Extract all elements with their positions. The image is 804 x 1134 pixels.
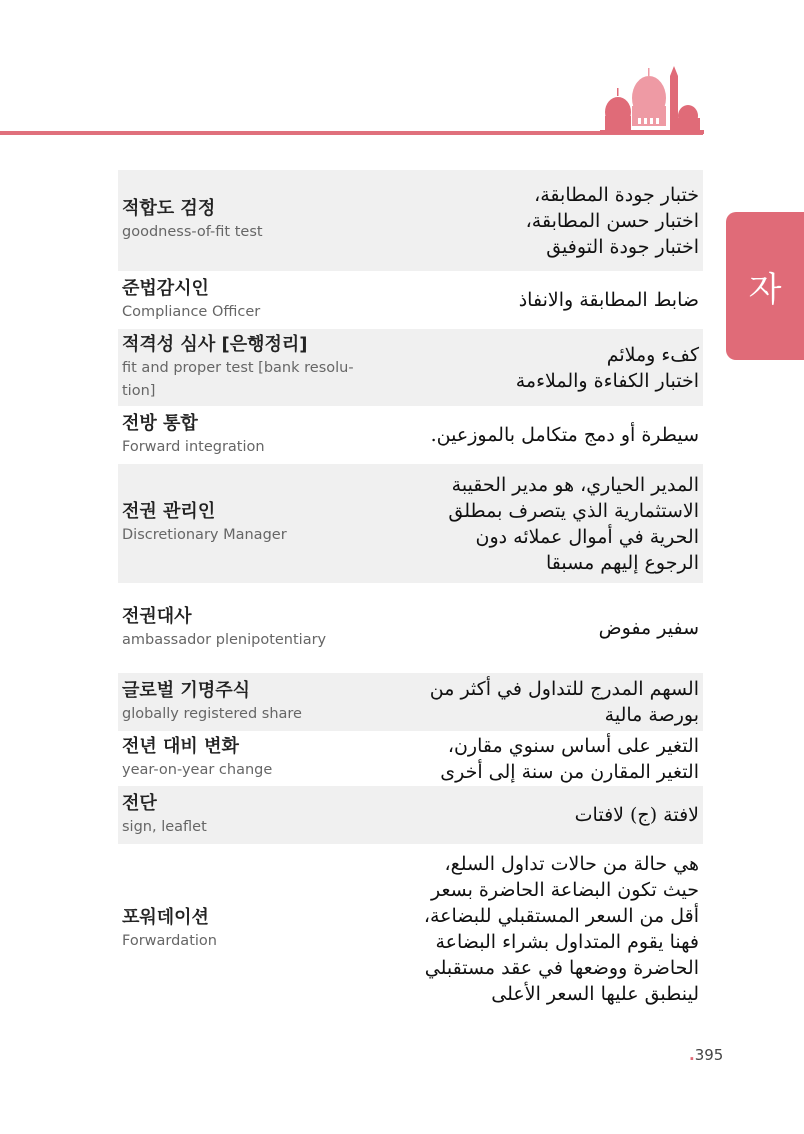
- korean-term: 포워데이션: [122, 906, 209, 928]
- english-term: Forward integration: [122, 438, 265, 455]
- korean-term: 전권대사: [122, 605, 192, 627]
- korean-term: 전권 관리인: [122, 501, 216, 522]
- english-term: Forwardation: [122, 932, 217, 949]
- arabic-translation: لافتة (ج) لافتات: [574, 804, 699, 826]
- arabic-translation: ختبار جودة المطابقة، اختبار حسن المطابقة، اختبار جودة التوفيق: [525, 183, 699, 258]
- english-term: Discretionary Manager: [122, 527, 287, 543]
- table-row: [118, 673, 703, 731]
- arabic-translation: كفء وملائم اختبار الكفاءة والملاءمة: [515, 343, 699, 392]
- table-row: [118, 170, 703, 271]
- table-row: [118, 844, 703, 1014]
- korean-term: 준법감시인: [122, 277, 209, 299]
- arabic-translation: سفير مفوض: [598, 617, 699, 639]
- table-row: [118, 464, 703, 583]
- arabic-translation: السهم المدرج للتداول في أكثر من بورصة مالية: [429, 678, 699, 726]
- korean-term: 글로벌 기명주식: [122, 679, 250, 701]
- english-term: fit and proper test [bank resolu-tion]: [122, 359, 354, 399]
- english-term: year-on-year change: [122, 762, 273, 778]
- arabic-translation: التغير على أساس سنوي مقارن، التغير المقارن من سنة إلى أخرى: [440, 734, 699, 783]
- english-term: Compliance Officer: [122, 303, 261, 320]
- table-row: [118, 329, 703, 406]
- table-row: [118, 406, 703, 464]
- page-number-dot: .: [689, 1046, 695, 1064]
- korean-term: 전방 통합: [122, 412, 198, 434]
- korean-term: 적격성 심사 [은행정리]: [122, 333, 308, 355]
- glossary-table: [118, 170, 703, 1014]
- table-row: [118, 731, 703, 786]
- arabic-translation: ضابط المطابقة والانفاذ: [518, 289, 699, 311]
- section-tab: 자: [726, 212, 804, 360]
- english-term: goodness-of-fit test: [122, 224, 263, 240]
- english-term: globally registered share: [122, 705, 302, 722]
- mosque-domes-icon: [600, 60, 704, 134]
- arabic-translation: هي حالة من حالات تداول السلع، حيث تكون البضاعة الحاضرة بسعر أقل من السعر المستقبلي للبضاعة، فهنا يقوم المتداول بشراء البضاعة الحاضرة ووضعها في عقد مستقبلي لينطبق عليها السعر الأعلى: [423, 853, 699, 1005]
- page-number: .395: [689, 1046, 724, 1064]
- table-row: [118, 786, 703, 844]
- arabic-translation: سيطرة أو دمج متكامل بالموزعين.: [430, 424, 699, 446]
- english-term: ambassador plenipotentiary: [122, 631, 327, 648]
- korean-term: 적합도 검정: [122, 198, 216, 219]
- arabic-translation: المدير الحياري، هو مدير الحقيبة الاستثمارية الذي يتصرف بمطلق الحرية في أموال عملائه دون الرجوع إليهم مسبقا: [448, 473, 699, 574]
- korean-term: 전년 대비 변화: [122, 736, 239, 757]
- table-row: [118, 583, 703, 673]
- table-row: [118, 271, 703, 329]
- korean-term: 전단: [122, 792, 157, 814]
- header-rule: [0, 131, 703, 135]
- english-term: sign, leaflet: [122, 818, 207, 835]
